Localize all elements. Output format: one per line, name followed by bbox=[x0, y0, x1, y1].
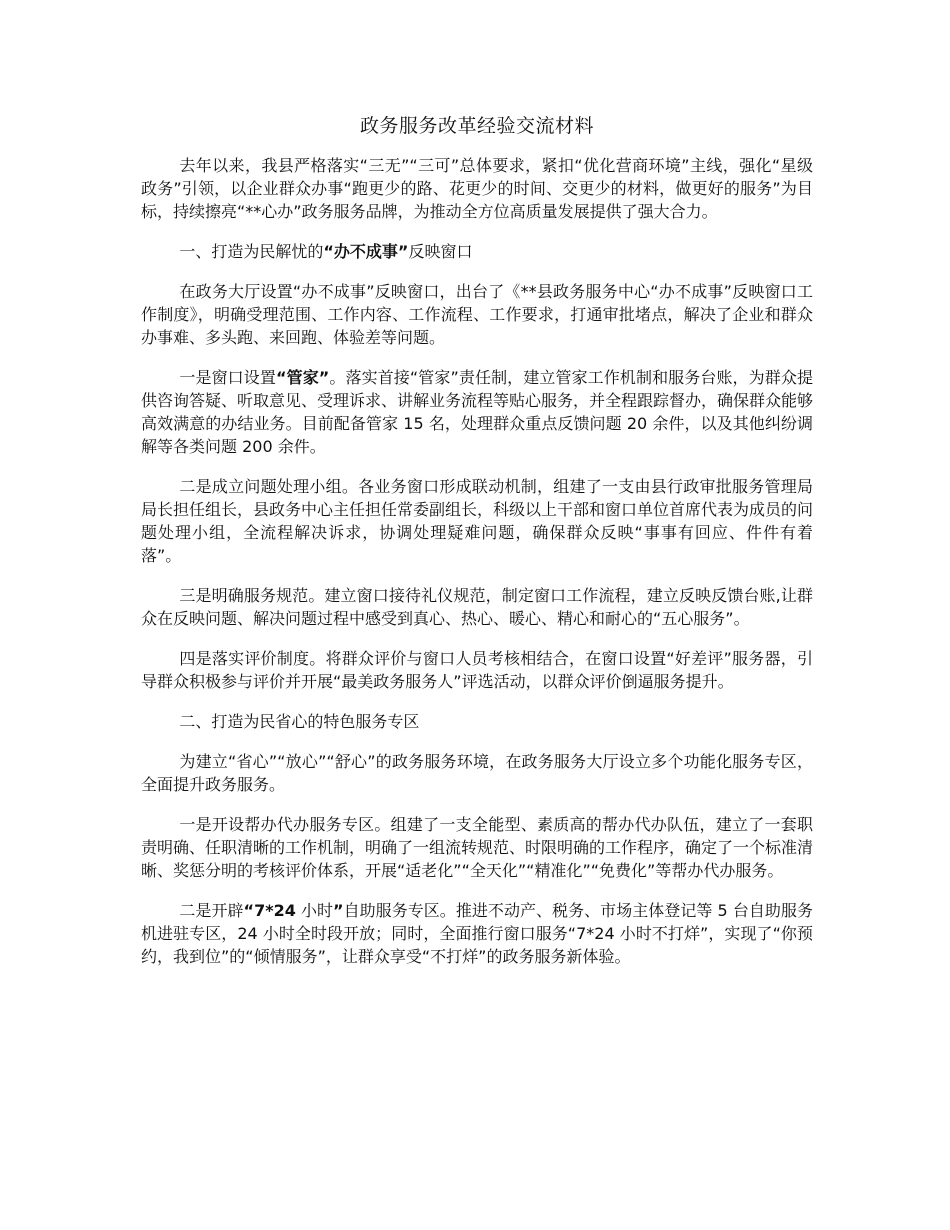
item-2-pre: 二是开辟 bbox=[179, 901, 244, 920]
section-2-item-2 bbox=[141, 899, 813, 968]
section-1-intro: 在政务大厅设置“办不成事”反映窗口，出台了《**县政务服务中心“办不成事”反映窗口工作制度》，明确受理范围、工作内容、工作流程、工作要求，打通审批堵点，解决了企业和群众办事难、多头跑、来回跑、体验差等问题。 bbox=[141, 282, 813, 347]
section-1-item-4: 四是落实评价制度。将群众评价与窗口人员考核相结合，在窗口设置“好差评”服务器，引导群众积极参与评价并开展“最美政务服务人”评选活动，以群众评价倒逼服务提升。 bbox=[141, 649, 813, 691]
intro-paragraph: 去年以来，我县严格落实“三无”“三可”总体要求，紧扣“优化营商环境”主线，强化“星级政务”引领，以企业群众办事“跑更少的路、花更少的时间、交更少的材料，做更好的服务”为目标，持续擦亮“**心办”政务服务品牌，为推动全方位高质量发展提供了强大合力。 bbox=[141, 156, 813, 221]
item-1-lead-post: 。 bbox=[329, 368, 346, 387]
section-1-heading-pre: 一、打造为民解忧的 bbox=[179, 242, 324, 261]
item-2-post: 自助服务专区。推进不动产、税务、市场主体登记等 5 台自助服务机进驻专区，24 小时全时段开放；同时，全面推行窗口服务“7*24 小时不打烊”，实现了“你预约，我到位”的“倾情服务”，让群众享受“不打烊”的政务服务新体验。 bbox=[141, 901, 813, 966]
section-1-heading bbox=[141, 240, 813, 263]
item-1-body: 落实首接“管家”责任制，建立管家工作机制和服务台账，为群众提供咨询答疑、听取意见、受理诉求、讲解业务流程等贴心服务，并全程跟踪督办，确保群众能够高效满意的办结业务。目前配备管家 15 名，处理群众重点反馈问题 20 余件，以及其他纠纷调解等各类问题 200 余件。 bbox=[141, 368, 814, 456]
section-1-item-2: 二是成立问题处理小组。各业务窗口形成联动机制，组建了一支由县行政审批服务管理局局长担任组长，县政务中心主任担任常委副组长，科级以上干部和窗口单位首席代表为成员的问题处理小组，全流程解决诉求，协调处理疑难问题，确保群众反映“事事有回应、件件有着落”。 bbox=[141, 477, 814, 565]
item-1-lead-pre: 一是窗口设置 bbox=[179, 368, 276, 387]
section-2-item-1: 一是开设帮办代办服务专区。组建了一支全能型、素质高的帮办代办队伍，建立了一套职责明确、任职清晰的工作机制，明确了一组流转规范、时限明确的工作程序，确定了一个标准清晰、奖惩分明的考核评价体系，开展“适老化”“全天化”“精准化”“免费化”等帮办代办服务。 bbox=[141, 815, 814, 880]
document-page bbox=[141, 112, 813, 985]
section-1-item-3: 三是明确服务规范。建立窗口接待礼仪规范，制定窗口工作流程，建立反映反馈台账,让群众在反映问题、解决问题过程中感受到真心、热心、暖心、精心和耐心的“五心服务”。 bbox=[141, 586, 813, 628]
item-1-lead-bold: “管家” bbox=[275, 368, 330, 387]
section-1-heading-bold: “办不成事” bbox=[323, 242, 409, 261]
section-1-item-1 bbox=[141, 366, 813, 458]
document-title: 政务服务改革经验交流材料 bbox=[359, 115, 594, 137]
section-2-intro: 为建立“省心”“放心”“舒心”的政务服务环境，在政务服务大厅设立多个功能化服务专区，全面提升政务服务。 bbox=[141, 752, 813, 794]
item-2-bold-2: ” bbox=[333, 901, 344, 920]
section-1-heading-post: 反映窗口 bbox=[408, 242, 473, 261]
item-2-mid: 小时 bbox=[295, 901, 334, 920]
item-2-bold-1: “7*24 bbox=[243, 901, 296, 920]
section-2-heading: 二、打造为民省心的特色服务专区 bbox=[179, 712, 420, 731]
